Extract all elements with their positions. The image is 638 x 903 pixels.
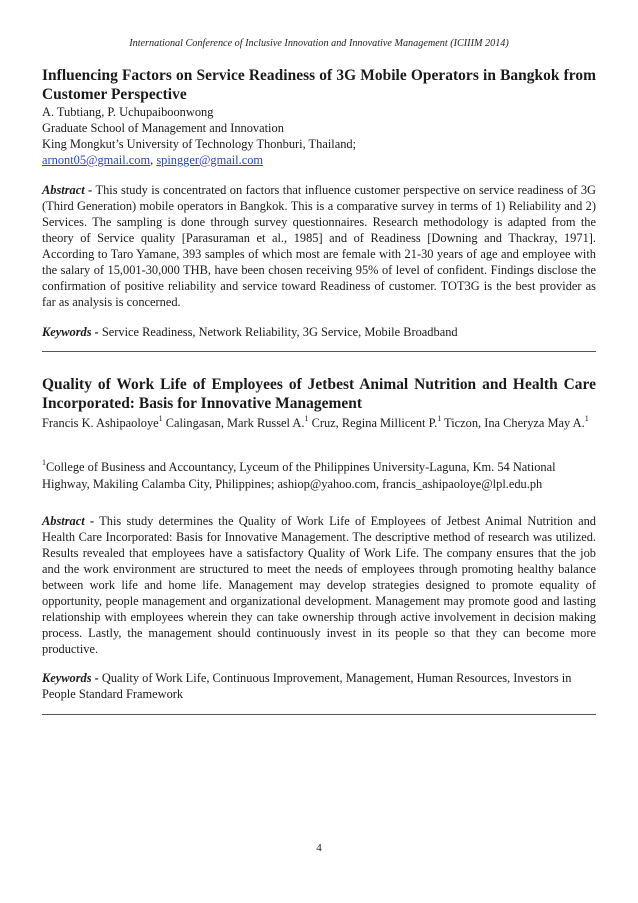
paper1-abstract-label: Abstract -: [42, 183, 93, 197]
paper2-affiliation-text: College of Business and Accountancy, Lyceum of the Philippines University-Laguna, Km. 54 National Highway, Makiling Calamba City, Philippines; ashiop@yahoo.com, francis_ashipaoloye@lpl.edu.ph: [42, 460, 556, 491]
separator-rule-2: [42, 714, 596, 715]
paper1-email-link-1[interactable]: arnont05@gmail.com: [42, 153, 151, 167]
paper1-keywords-label: Keywords -: [42, 325, 99, 339]
paper2-keywords: [42, 670, 596, 702]
paper2-author-4-sup: 1: [584, 414, 589, 423]
conference-header: International Conference of Inclusive Innovation and Innovative Management (ICIIIM 2014): [129, 38, 509, 49]
paper1-keywords-text: Service Readiness, Network Reliability, 3G Service, Mobile Broadband: [101, 325, 458, 339]
paper2-author-1-sup: 1: [158, 414, 163, 423]
paper1-affiliation-line2: King Mongkut’s University of Technology Thonburi, Thailand;: [42, 137, 357, 151]
paper1-authors: A. Tubtiang, P. Uchupaiboonwong: [42, 105, 214, 119]
paper2-keywords-label: Keywords -: [42, 671, 99, 685]
paper1-email-link-2[interactable]: spingger@gmail.com: [156, 153, 264, 167]
separator-rule-1: [42, 351, 596, 352]
paper2-authors: [42, 415, 596, 432]
paper2-abstract-text: This study determines the Quality of Work Life of Employees of Jetbest Animal Nutrition and Health Care Incorporated: Basis for Innovative Management. The descriptive method of research was utilized. Results revealed that employees have a satisfactory Quality of Work Life. The company ensures that the job and the work environment are structured to meet the needs of employees through promoting healthy balance between work life and home life. Management may develop strategies designed to promote equality of opportunity, people management and organizational development. Management may promote good and lasting relationship with employees wherein they can take ownership through active involvement in decision making process. Lastly, the management should continuously invest in its people so that they can become more productive.: [42, 514, 596, 656]
paper1-author-block: [42, 104, 356, 168]
paper2-author-1: Francis K. Ashipaoloye: [42, 416, 159, 430]
paper1-title: Influencing Factors on Service Readiness of 3G Mobile Operators in Bangkok from Customer Perspective: [42, 67, 596, 103]
page-number: 4: [316, 842, 322, 854]
paper2-author-3-sup: 1: [437, 414, 442, 423]
paper2-abstract: [42, 513, 596, 657]
paper1-emails: [42, 152, 356, 168]
paper1-abstract: [42, 182, 596, 310]
paper2-affiliation-sup: 1: [42, 458, 46, 467]
paper1-email-separator: ,: [150, 153, 157, 167]
paper2-keywords-text: Quality of Work Life, Continuous Improvement, Management, Human Resources, Investors in People Standard Framework: [42, 671, 572, 701]
paper1-keywords: [42, 324, 596, 340]
paper2-author-3: Cruz, Regina Millicent P.: [308, 416, 438, 430]
paper1-affiliation-line1: Graduate School of Management and Innovation: [42, 121, 284, 135]
paper2-title: Quality of Work Life of Employees of Jetbest Animal Nutrition and Health Care Incorporated: Basis for Innovative Management: [42, 376, 596, 412]
paper2-abstract-label: Abstract -: [42, 514, 95, 528]
paper2-affiliation: [42, 459, 596, 493]
paper2-author-2: Calingasan, Mark Russel A.: [162, 416, 305, 430]
paper1-abstract-text: This study is concentrated on factors that influence customer perspective on service readiness of 3G (Third Generation) mobile operators in Bangkok. This is a comparative survey in terms of 1) Reliability and 2) Services. The sampling is done through survey questionnaires. Research methodology is adapted from the theory of Service quality [Parasuraman et al., 1985] and of Readiness [Downing and Thackray, 1971]. According to Taro Yamane, 393 samples of which most are female with 21-30 years of age and employee with the salary of 15,001-30,000 THB, have been chosen receiving 95% of level of confident. Findings disclose the confirmation of positive reliability and service toward Readiness of customer. TOT3G is the best provider as far as analysis is concerned.: [42, 183, 596, 309]
paper2-author-4: Ticzon, Ina Cheryza May A.: [441, 416, 585, 430]
paper2-author-2-sup: 1: [304, 414, 309, 423]
